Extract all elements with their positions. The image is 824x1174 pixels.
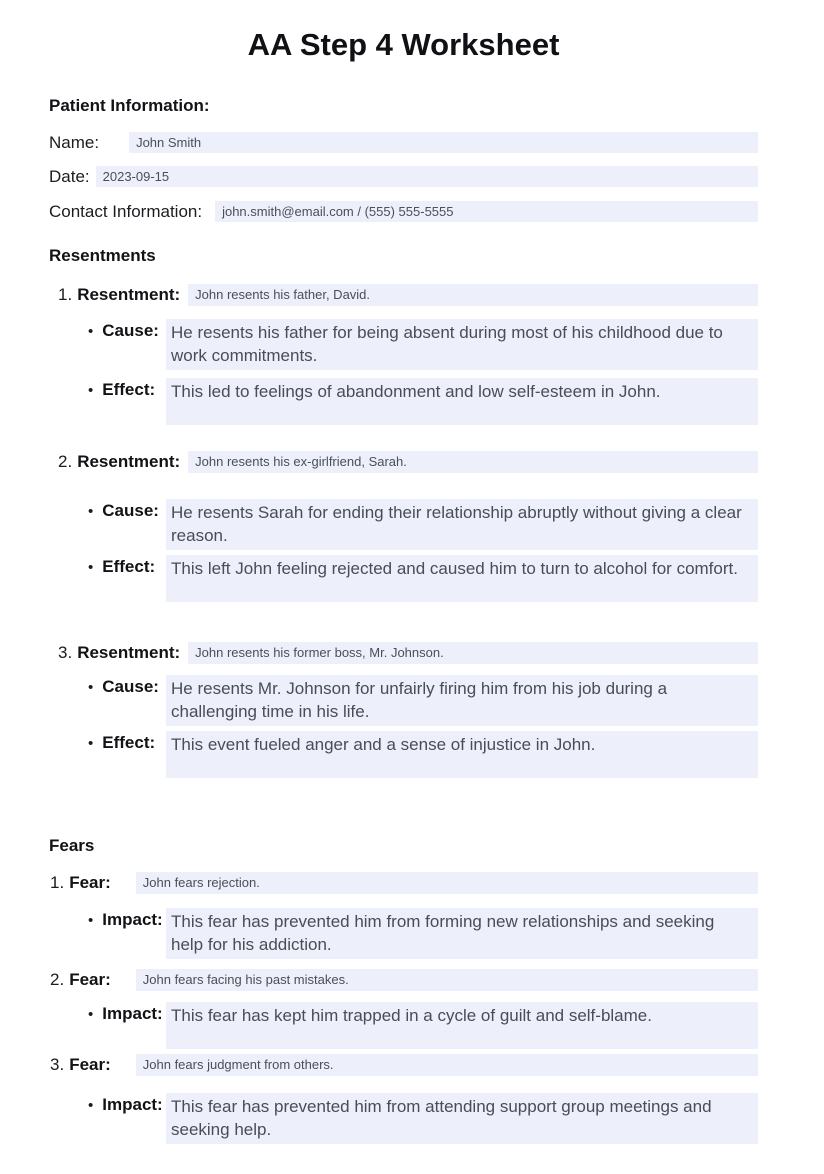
resentment-label: Resentment: [77,452,181,471]
contact-label: Contact Information: [49,201,203,221]
fear-item [49,969,758,1049]
date-row [49,166,758,187]
resentment-row [58,451,758,473]
impact-textarea[interactable]: This fear has prevented him from forming new relationships and seeking help for his addiction. [166,908,758,959]
impact-label: Impact: [102,1095,163,1114]
resentment-input[interactable]: John resents his former boss, Mr. Johnson. [188,642,758,664]
fear-label: Fear: [69,1055,111,1074]
bullet-icon: • [88,382,94,399]
impact-label: Impact: [102,1004,163,1023]
cause-row [88,319,758,370]
effect-label: Effect: [102,733,156,752]
bullet-icon: • [88,679,94,696]
resentment-input[interactable]: John resents his ex-girlfriend, Sarah. [188,451,758,473]
effect-textarea[interactable]: This led to feelings of abandonment and low self-esteem in John. [166,378,758,425]
resentment-item [49,451,758,602]
page-title: AA Step 4 Worksheet [247,27,560,62]
date-field[interactable]: 2023-09-15 [96,166,758,187]
fear-label: Fear: [69,873,111,892]
cause-label: Cause: [102,677,159,696]
resentment-label: Resentment: [77,285,181,304]
date-label: Date: [49,166,90,186]
impact-row [88,1093,758,1144]
fear-input[interactable]: John fears judgment from others. [136,1054,758,1076]
impact-textarea[interactable]: This fear has kept him trapped in a cycle of guilt and self-blame. [166,1002,758,1049]
fears-heading: Fears [49,836,95,855]
bullet-icon: • [88,912,94,929]
cause-textarea[interactable]: He resents his father for being absent during most of his childhood due to work commitments. [166,319,758,370]
bullet-icon: • [88,735,94,752]
fear-row [50,1054,758,1076]
item-number: 3. [50,1055,65,1074]
resentment-item [49,284,758,425]
cause-label: Cause: [102,321,159,340]
impact-textarea[interactable]: This fear has prevented him from attending support group meetings and seeking help. [166,1093,758,1144]
fear-input[interactable]: John fears rejection. [136,872,758,894]
effect-textarea[interactable]: This event fueled anger and a sense of injustice in John. [166,731,758,778]
bullet-icon: • [88,1097,94,1114]
effect-label: Effect: [102,380,156,399]
resentment-input[interactable]: John resents his father, David. [188,284,758,306]
fear-item [49,1054,758,1144]
impact-row [88,908,758,959]
bullet-icon: • [88,1006,94,1023]
contact-row [49,201,758,222]
cause-label: Cause: [102,501,159,520]
cause-row [88,499,758,550]
resentments-heading: Resentments [49,246,156,265]
cause-textarea[interactable]: He resents Sarah for ending their relationship abruptly without giving a clear reason. [166,499,758,550]
resentment-row [58,642,758,664]
effect-row [88,378,758,425]
impact-row [88,1002,758,1049]
effect-label: Effect: [102,557,156,576]
bullet-icon: • [88,503,94,520]
item-number: 1. [50,873,65,892]
name-field[interactable]: John Smith [129,132,758,153]
name-label: Name: [49,132,100,152]
effect-row [88,555,758,602]
resentment-item [49,642,758,778]
patient-info-heading: Patient Information: [49,96,210,115]
cause-row [88,675,758,726]
item-number: 2. [58,452,73,471]
resentment-label: Resentment: [77,643,181,662]
resentment-row [58,284,758,306]
fear-item [49,872,758,959]
item-number: 3. [58,643,73,662]
effect-row [88,731,758,778]
fear-label: Fear: [69,970,111,989]
item-number: 2. [50,970,65,989]
fear-input[interactable]: John fears facing his past mistakes. [136,969,758,991]
bullet-icon: • [88,323,94,340]
fear-row [50,969,758,991]
contact-field[interactable]: john.smith@email.com / (555) 555-5555 [215,201,758,222]
item-number: 1. [58,285,73,304]
bullet-icon: • [88,559,94,576]
fear-row [50,872,758,894]
effect-textarea[interactable]: This left John feeling rejected and caused him to turn to alcohol for comfort. [166,555,758,602]
cause-textarea[interactable]: He resents Mr. Johnson for unfairly firing him from his job during a challenging time in his life. [166,675,758,726]
name-row [49,132,758,153]
impact-label: Impact: [102,910,163,929]
